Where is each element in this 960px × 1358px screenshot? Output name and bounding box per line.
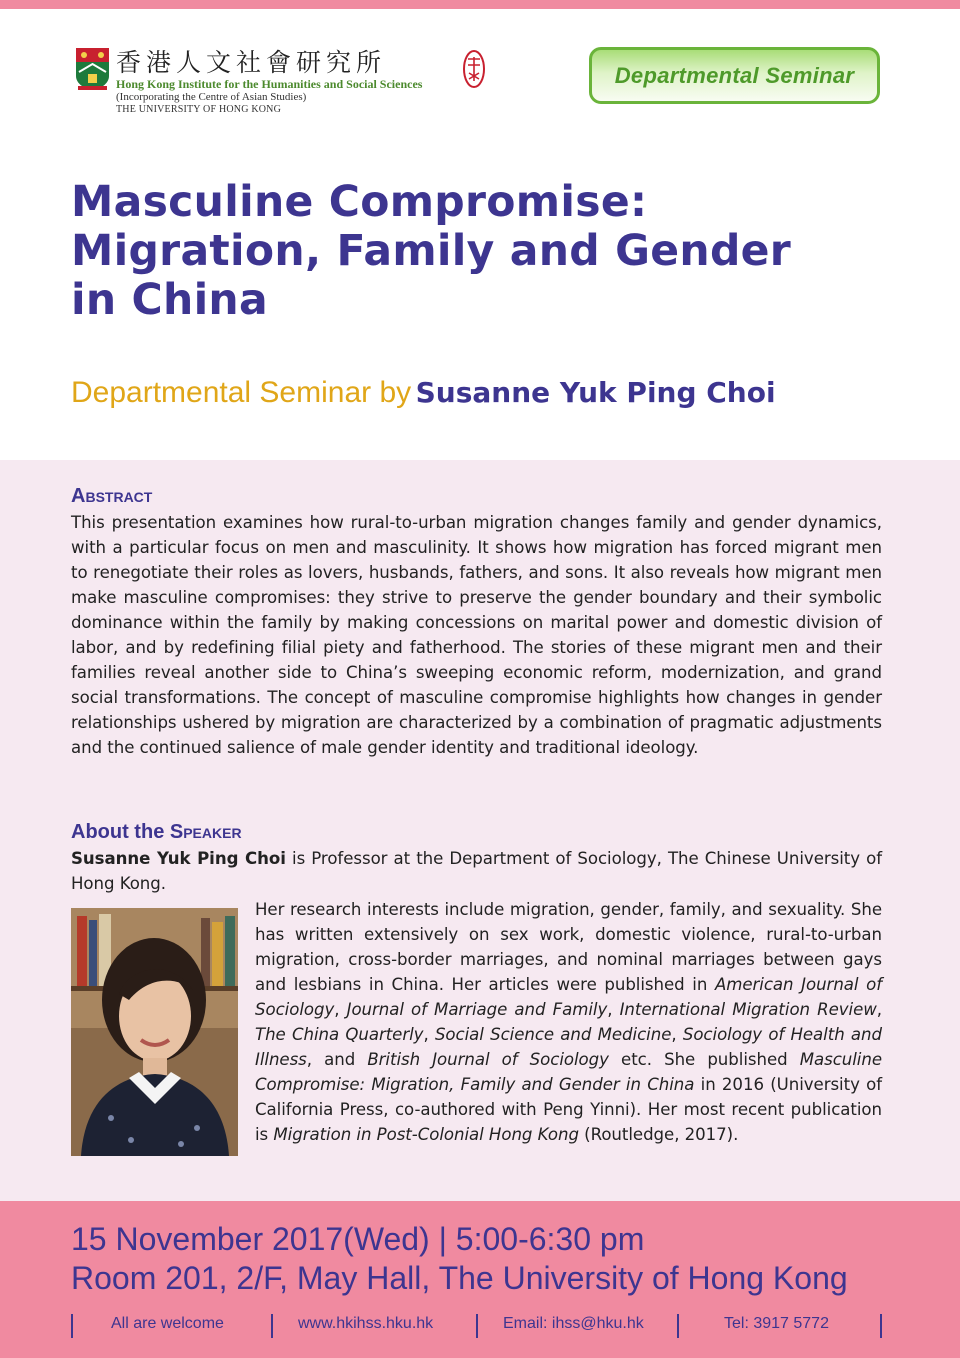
bio-journal-title: The China Quarterly xyxy=(255,1025,424,1044)
footer-welcome: All are welcome xyxy=(111,1315,224,1332)
speaker-portrait-image xyxy=(71,908,238,1156)
abstract-heading-initial: A xyxy=(71,485,86,507)
footer-email-link[interactable]: Email: ihss@hku.hk xyxy=(503,1315,644,1332)
bio-text: (Routledge, 2017). xyxy=(578,1125,739,1144)
speaker-heading-initial: S xyxy=(169,821,184,843)
seminar-type-badge xyxy=(589,47,880,104)
bio-text: in 2016 (University of California Press, co-authored with Peng Yinni). Her most recent publication is xyxy=(255,1075,882,1144)
speaker-heading-rest: peaker xyxy=(183,821,242,843)
bio-journal-title: Sociology of Health and Illness xyxy=(255,1025,882,1069)
footer-divider xyxy=(71,1314,73,1338)
abstract-text: This presentation examines how rural-to-urban migration changes family and gender dynamics, with a particular focus on men and masculinity. It shows how migration has forced migrant men to renegotiate their roles as lovers, husbands, fathers, and sons. It also reveals how migrant men make masculine compromises: they strive to preserve the gender boundary and their symbolic dominance within the family by making concessions on marital power and domestic division of labor, and by redefining filial piety and fatherhood. The stories of these migrant men and their families reveal another side to China’s sweeping economic reform, modernization, and grand social transformations. The concept of masculine compromise highlights how changes in gender relationships ushered by migration are characterized by a combination of pragmatic adjustments and the continued salience of male gender identity and traditional ideology. xyxy=(71,513,882,757)
speaker-intro xyxy=(71,846,882,896)
seminar-title xyxy=(71,178,931,325)
top-pink-strip xyxy=(0,0,960,9)
bio-text: , xyxy=(607,1000,620,1019)
footer-divider xyxy=(271,1314,273,1338)
speaker-heading-part-a: About the xyxy=(71,821,170,843)
institute-chinese-name: 香港人文社會研究所 xyxy=(116,48,387,77)
institute-english-name: Hong Kong Institute for the Humanities and Social Sciences xyxy=(116,77,423,91)
bio-journal-title: American Journal of Sociology xyxy=(255,975,883,1019)
event-venue: Room 201, 2/F, May Hall, The University of Hong Kong xyxy=(71,1260,848,1296)
footer-website-link[interactable]: www.hkihss.hku.hk xyxy=(298,1315,434,1332)
bio-text: , and xyxy=(306,1050,368,1069)
bio-journal-title: International Migration Review xyxy=(619,1000,877,1019)
speaker-heading xyxy=(71,821,242,844)
bio-book-title: Masculine Compromise: Migration, Family and Gender in China xyxy=(255,1050,882,1094)
title-line-1: Masculine Compromise: xyxy=(71,178,648,227)
event-footer xyxy=(0,1201,960,1358)
bio-text: etc. She published xyxy=(608,1050,800,1069)
bio-journal-title: British Journal of Sociology xyxy=(367,1050,609,1069)
subtitle-prefix: Departmental Seminar by xyxy=(71,376,412,409)
speaker-intro-text: is Professor at the Department of Sociology, The Chinese University of Hong Kong. xyxy=(71,849,882,893)
institute-logo xyxy=(76,45,496,120)
bio-journal-title: Social Science and Medicine xyxy=(434,1025,672,1044)
title-line-3: in China xyxy=(71,276,268,325)
speaker-biography xyxy=(255,897,882,1147)
university-crest-icon xyxy=(76,48,109,90)
footer-telephone: Tel: 3917 5772 xyxy=(724,1315,829,1332)
abstract-heading-rest: bstract xyxy=(85,485,153,507)
bio-text: , xyxy=(423,1025,435,1044)
bio-journal-title: Journal of Marriage and Family xyxy=(346,1000,608,1019)
speaker-photo xyxy=(71,908,238,1156)
footer-divider xyxy=(677,1314,679,1338)
subtitle-speaker-name: Susanne Yuk Ping Choi xyxy=(415,376,776,409)
abstract-heading xyxy=(71,485,152,508)
bio-text: , xyxy=(876,1000,883,1019)
bio-book-title: Migration in Post-Colonial Hong Kong xyxy=(273,1125,579,1144)
footer-divider xyxy=(880,1314,882,1338)
bio-text: , xyxy=(334,1000,347,1019)
bio-text: , xyxy=(671,1025,683,1044)
seminar-subtitle xyxy=(71,376,776,410)
bio-text: Her research interests include migration, gender, family, and sexuality. She has written extensively on sex work, domestic violence, rural-to-urban migration, cross-border marriages, and nominal marriages between gays and lesbians in China. Her articles were published in xyxy=(255,900,882,994)
institute-incorporating-note: (Incorporating the Centre of Asian Studies) xyxy=(116,91,307,103)
footer-divider xyxy=(476,1314,478,1338)
seal-stamp-icon xyxy=(462,49,486,89)
university-name: THE UNIVERSITY OF HONG KONG xyxy=(116,104,282,115)
event-datetime: 15 November 2017(Wed) | 5:00-6:30 pm xyxy=(71,1221,645,1257)
title-line-2: Migration, Family and Gender xyxy=(71,227,792,276)
speaker-name: Susanne Yuk Ping Choi xyxy=(71,849,286,868)
seminar-type-badge-label: Departmental Seminar xyxy=(614,62,855,88)
